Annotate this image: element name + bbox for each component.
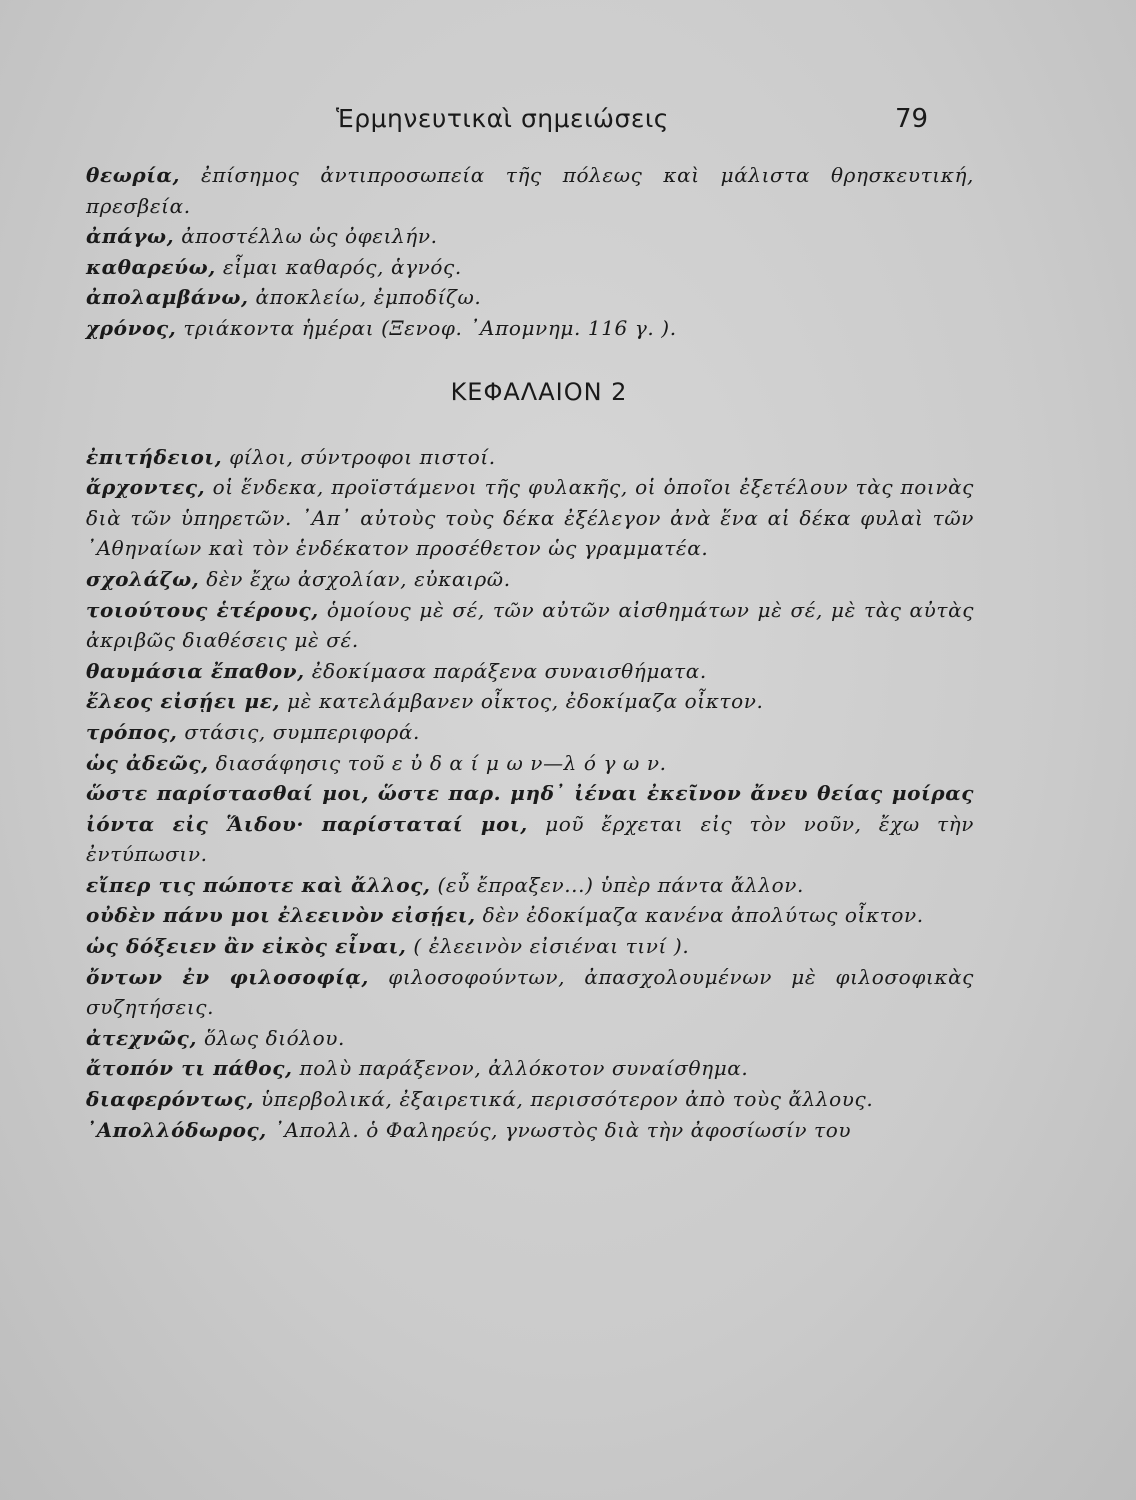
gloss-entry bbox=[54, 595, 974, 656]
definition: εἶμαι καθαρός, ἁγνός. bbox=[215, 254, 462, 279]
running-title: Ἑρμηνευτικαὶ σημειώσεις bbox=[336, 104, 669, 133]
gloss-entry bbox=[54, 221, 974, 252]
definition: μὲ κατελάμβανεν οἶκτος, ἐδοκίμαζα οἶκτον. bbox=[280, 689, 764, 714]
definition: ἀποκλείω, ἐμποδίζω. bbox=[248, 285, 482, 310]
lemma: διαφερόντως, bbox=[86, 1087, 255, 1112]
definition: διασάφησις τοῦ ε ὐ δ α ί μ ω ν—λ ό γ ω ν. bbox=[208, 750, 667, 775]
gloss-entry bbox=[54, 656, 974, 687]
lemma: θαυμάσια ἔπαθον, bbox=[86, 658, 305, 683]
lemma: ὥστε παρίστασθαί μοι, bbox=[86, 781, 370, 806]
definition: πολὺ παράξενον, ἀλλόκοτον συναίσθημα. bbox=[292, 1056, 749, 1081]
gloss-entry bbox=[54, 686, 974, 717]
lemma: ὡς ἀδεῶς, bbox=[86, 750, 209, 775]
lemma: εἴπερ τις πώποτε καὶ ἄλλος, bbox=[86, 872, 431, 897]
gloss-entry bbox=[54, 778, 974, 870]
lemma: ἀπολαμβάνω, bbox=[86, 285, 249, 310]
definition: ὑπερβολικά, ἐξαιρετικά, περισσότερον ἀπὸ τοὺς ἄλλους. bbox=[254, 1087, 874, 1112]
definition: φιλοσοφούντων, ἀπασχολουμένων μὲ φιλοσοφικὰς συζητήσεις. bbox=[86, 964, 974, 1020]
definition: δὲν ἐδοκίμαζα κανένα ἀπολύτως οἶκτον. bbox=[475, 903, 924, 928]
lemma: ἔλεος εἰσῄει με, bbox=[86, 689, 281, 714]
definition: ὅλως διόλου. bbox=[197, 1025, 345, 1050]
gloss-entry bbox=[54, 313, 974, 344]
definition: ὁμοίους μὲ σέ, τῶν αὐτῶν αἰσθημάτων μὲ σέ, μὲ τὰς αὐτὰς ἀκριβῶς διαθέσεις μὲ σέ. bbox=[86, 597, 974, 653]
page-number: 79 bbox=[895, 104, 929, 134]
definition: ( ἐλεεινὸν εἰσιέναι τινί ). bbox=[406, 934, 690, 959]
lemma: οὐδὲν πάνυ μοι ἐλεεινὸν εἰσῄει, bbox=[86, 903, 476, 928]
lemma: ὄντων ἐν φιλοσοφίᾳ, bbox=[86, 964, 369, 989]
lemma: ἄρχοντες, bbox=[86, 475, 206, 500]
gloss-entry bbox=[54, 1023, 974, 1054]
lemma: χρόνος, bbox=[86, 315, 177, 340]
definition: στάσις, συμπεριφορά. bbox=[177, 719, 420, 744]
gloss-entry bbox=[54, 1115, 974, 1146]
lemma: τρόπος, bbox=[86, 719, 178, 744]
lemma: ἀτεχνῶς, bbox=[86, 1025, 198, 1050]
gloss-entry bbox=[54, 472, 974, 564]
lemma: ἐπιτήδειοι, bbox=[86, 444, 223, 469]
gloss-entry bbox=[54, 564, 974, 595]
gloss-entry bbox=[54, 282, 974, 313]
definition: ἐπίσημος ἀντιπροσωπεία τῆς πόλεως καὶ μάλιστα θρησκευτική, πρεσβεία. bbox=[86, 163, 974, 218]
lemma: ὡς δόξειεν ἂν εἰκὸς εἶναι, bbox=[86, 934, 407, 959]
page-content bbox=[54, 160, 974, 1145]
gloss-entry bbox=[54, 160, 974, 221]
gloss-entry bbox=[54, 931, 974, 962]
definition: οἱ ἕνδεκα, προϊστάμενοι τῆς φυλακῆς, οἱ ὁποῖοι ἐξετέλουν τὰς ποινὰς διὰ τῶν ὑπηρετῶν. ᾿Απ᾿ αὐτοὺς τοὺς δέκα ἐξέλεγον ἀνὰ ἕνα αἱ δέκα φυλαὶ τῶν ᾿Αθηναίων καὶ τὸν ἑνδέκατον προσέθετον ὡς γραμματέα. bbox=[86, 475, 974, 561]
chapter-heading: ΚΕΦΑΛΑΙΟΝ 2 bbox=[450, 377, 628, 406]
gloss-entry bbox=[54, 900, 974, 931]
definition: μοῦ ἔρχεται εἰς τὸν νοῦν, ἔχω τὴν ἐντύπωσιν. bbox=[86, 811, 974, 867]
definition: ἀποστέλλω ὡς ὀφειλήν. bbox=[174, 224, 438, 249]
definition: (εὖ ἔπραξεν...) ὑπὲρ πάντα ἄλλον. bbox=[430, 872, 804, 897]
definition: φίλοι, σύντροφοι πιστοί. bbox=[222, 444, 496, 469]
definition: δὲν ἔχω ἀσχολίαν, εὐκαιρῶ. bbox=[199, 566, 511, 591]
gloss-entry bbox=[54, 1084, 974, 1115]
lemma: τοιούτους ἑτέρους, bbox=[86, 597, 319, 622]
gloss-entry bbox=[54, 717, 974, 748]
definition: τριάκοντα ἡμέραι (Ξενοφ. ᾿Απομνημ. 116 γ. ). bbox=[176, 315, 677, 340]
lemma: ἄτοπόν τι πάθος, bbox=[86, 1056, 293, 1081]
definition: ἐδοκίμασα παράξενα συναισθήματα. bbox=[304, 658, 707, 683]
gloss-entry bbox=[54, 748, 974, 779]
gloss-entry bbox=[54, 962, 974, 1023]
lemma: ἀπάγω, bbox=[86, 224, 175, 249]
lemma: ᾿Απολλόδωρος, bbox=[86, 1117, 267, 1142]
gloss-entry bbox=[54, 252, 974, 283]
definition: ᾿Απολλ. ὁ Φαληρεύς, γνωστὸς διὰ τὴν ἀφοσίωσίν του bbox=[266, 1117, 852, 1142]
lemma: καθαρεύω, bbox=[86, 254, 216, 279]
lemma: σχολάζω, bbox=[86, 566, 200, 591]
lemma: ὥστε παρ. μηδ᾿ ἰέναι ἐκεῖνον ἄνευ θείας μοίρας ἰόντα εἰς Ἅιδου· παρίσταταί μοι, bbox=[86, 781, 974, 836]
gloss-entry bbox=[54, 1053, 974, 1084]
lemma: θεωρία, bbox=[86, 163, 181, 187]
gloss-entry bbox=[54, 442, 974, 473]
definition bbox=[369, 781, 377, 805]
gloss-entry bbox=[54, 870, 974, 901]
